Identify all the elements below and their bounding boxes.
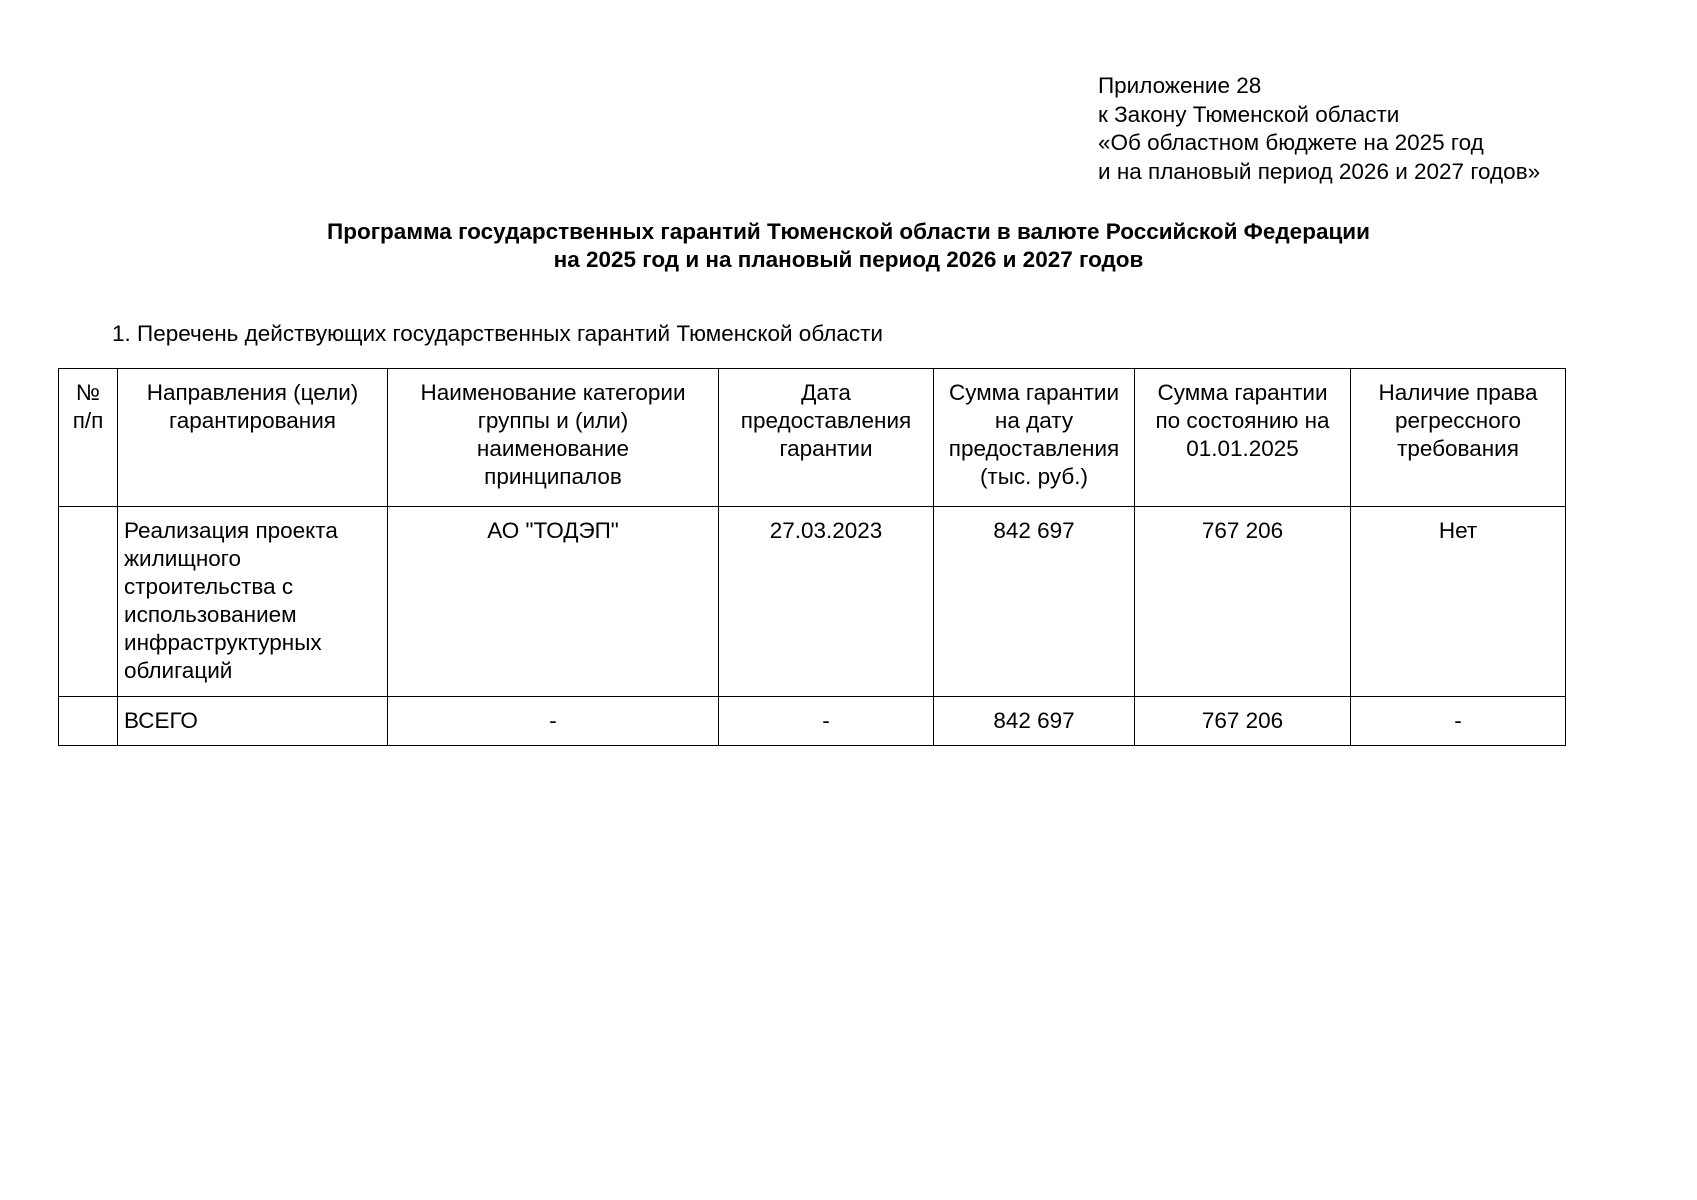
- cell-principal: АО "ТОДЭП": [388, 507, 719, 697]
- header-text: принципалов: [484, 464, 622, 489]
- cell-recourse: Нет: [1351, 507, 1566, 697]
- header-num: [59, 369, 118, 507]
- header-text: гарантирования: [169, 408, 336, 433]
- appendix-line: к Закону Тюменской области: [1098, 101, 1400, 127]
- header-text: Наименование категории: [420, 380, 686, 405]
- cell-text: использованием: [124, 602, 297, 627]
- header-recourse: [1351, 369, 1566, 507]
- header-text: требования: [1397, 436, 1519, 461]
- header-text: (тыс. руб.): [979, 464, 1089, 489]
- header-text: группы и (или): [477, 408, 629, 433]
- total-sum-at-date: 842 697: [934, 697, 1135, 746]
- cell-text: облигаций: [124, 658, 233, 683]
- total-date: -: [719, 697, 934, 746]
- document-title: [0, 218, 1697, 274]
- table-header-row: [59, 369, 1566, 507]
- header-text: Наличие права: [1378, 380, 1538, 405]
- header-text: по состоянию на: [1155, 408, 1330, 433]
- header-text: Дата: [801, 380, 851, 405]
- header-text: регрессного: [1395, 408, 1521, 433]
- cell-num: [59, 507, 118, 697]
- header-date: [719, 369, 934, 507]
- table-row: [59, 507, 1566, 697]
- cell-text: Реализация проекта: [124, 518, 338, 543]
- total-principal: -: [388, 697, 719, 746]
- total-sum-as-of: 767 206: [1135, 697, 1351, 746]
- cell-text: строительства с: [124, 574, 294, 599]
- document-title-line: Программа государственных гарантий Тюменской области в валюте Российской Федерации: [327, 219, 1370, 244]
- table-total-row: [59, 697, 1566, 746]
- header-sum-as-of: [1135, 369, 1351, 507]
- cell-date: 27.03.2023: [719, 507, 934, 697]
- header-sum-at-date: [934, 369, 1135, 507]
- header-text: Сумма гарантии: [948, 380, 1120, 405]
- total-recourse: -: [1351, 697, 1566, 746]
- header-text: №: [75, 380, 101, 405]
- header-text: предоставления: [948, 436, 1120, 461]
- guarantees-table: [58, 368, 1566, 746]
- header-direction: [118, 369, 388, 507]
- header-text: предоставления: [740, 408, 912, 433]
- header-text: гарантии: [779, 436, 873, 461]
- cell-direction: [118, 507, 388, 697]
- cell-sum-at-date: 842 697: [934, 507, 1135, 697]
- cell-sum-as-of: 767 206: [1135, 507, 1351, 697]
- total-label: ВСЕГО: [118, 697, 388, 746]
- appendix-line: Приложение 28: [1098, 73, 1262, 98]
- header-text: наименование: [476, 436, 630, 461]
- header-text: п/п: [72, 408, 104, 433]
- appendix-line: и на плановый период 2026 и 2027 годов»: [1098, 158, 1541, 184]
- header-text: Направления (цели): [146, 380, 359, 405]
- header-text: на дату: [994, 408, 1074, 433]
- cell-text: жилищного: [124, 546, 241, 571]
- header-category: [388, 369, 719, 507]
- total-num: [59, 697, 118, 746]
- header-text: Сумма гарантии: [1157, 380, 1328, 405]
- cell-text: инфраструктурных: [124, 630, 322, 655]
- appendix-reference: [1098, 72, 1540, 186]
- header-text: 01.01.2025: [1186, 436, 1299, 461]
- appendix-line: «Об областном бюджете на 2025 год: [1098, 130, 1484, 155]
- document-title-line: на 2025 год и на плановый период 2026 и 2027 годов: [553, 247, 1144, 272]
- section-heading: 1. Перечень действующих государственных гарантий Тюменской области: [112, 321, 883, 346]
